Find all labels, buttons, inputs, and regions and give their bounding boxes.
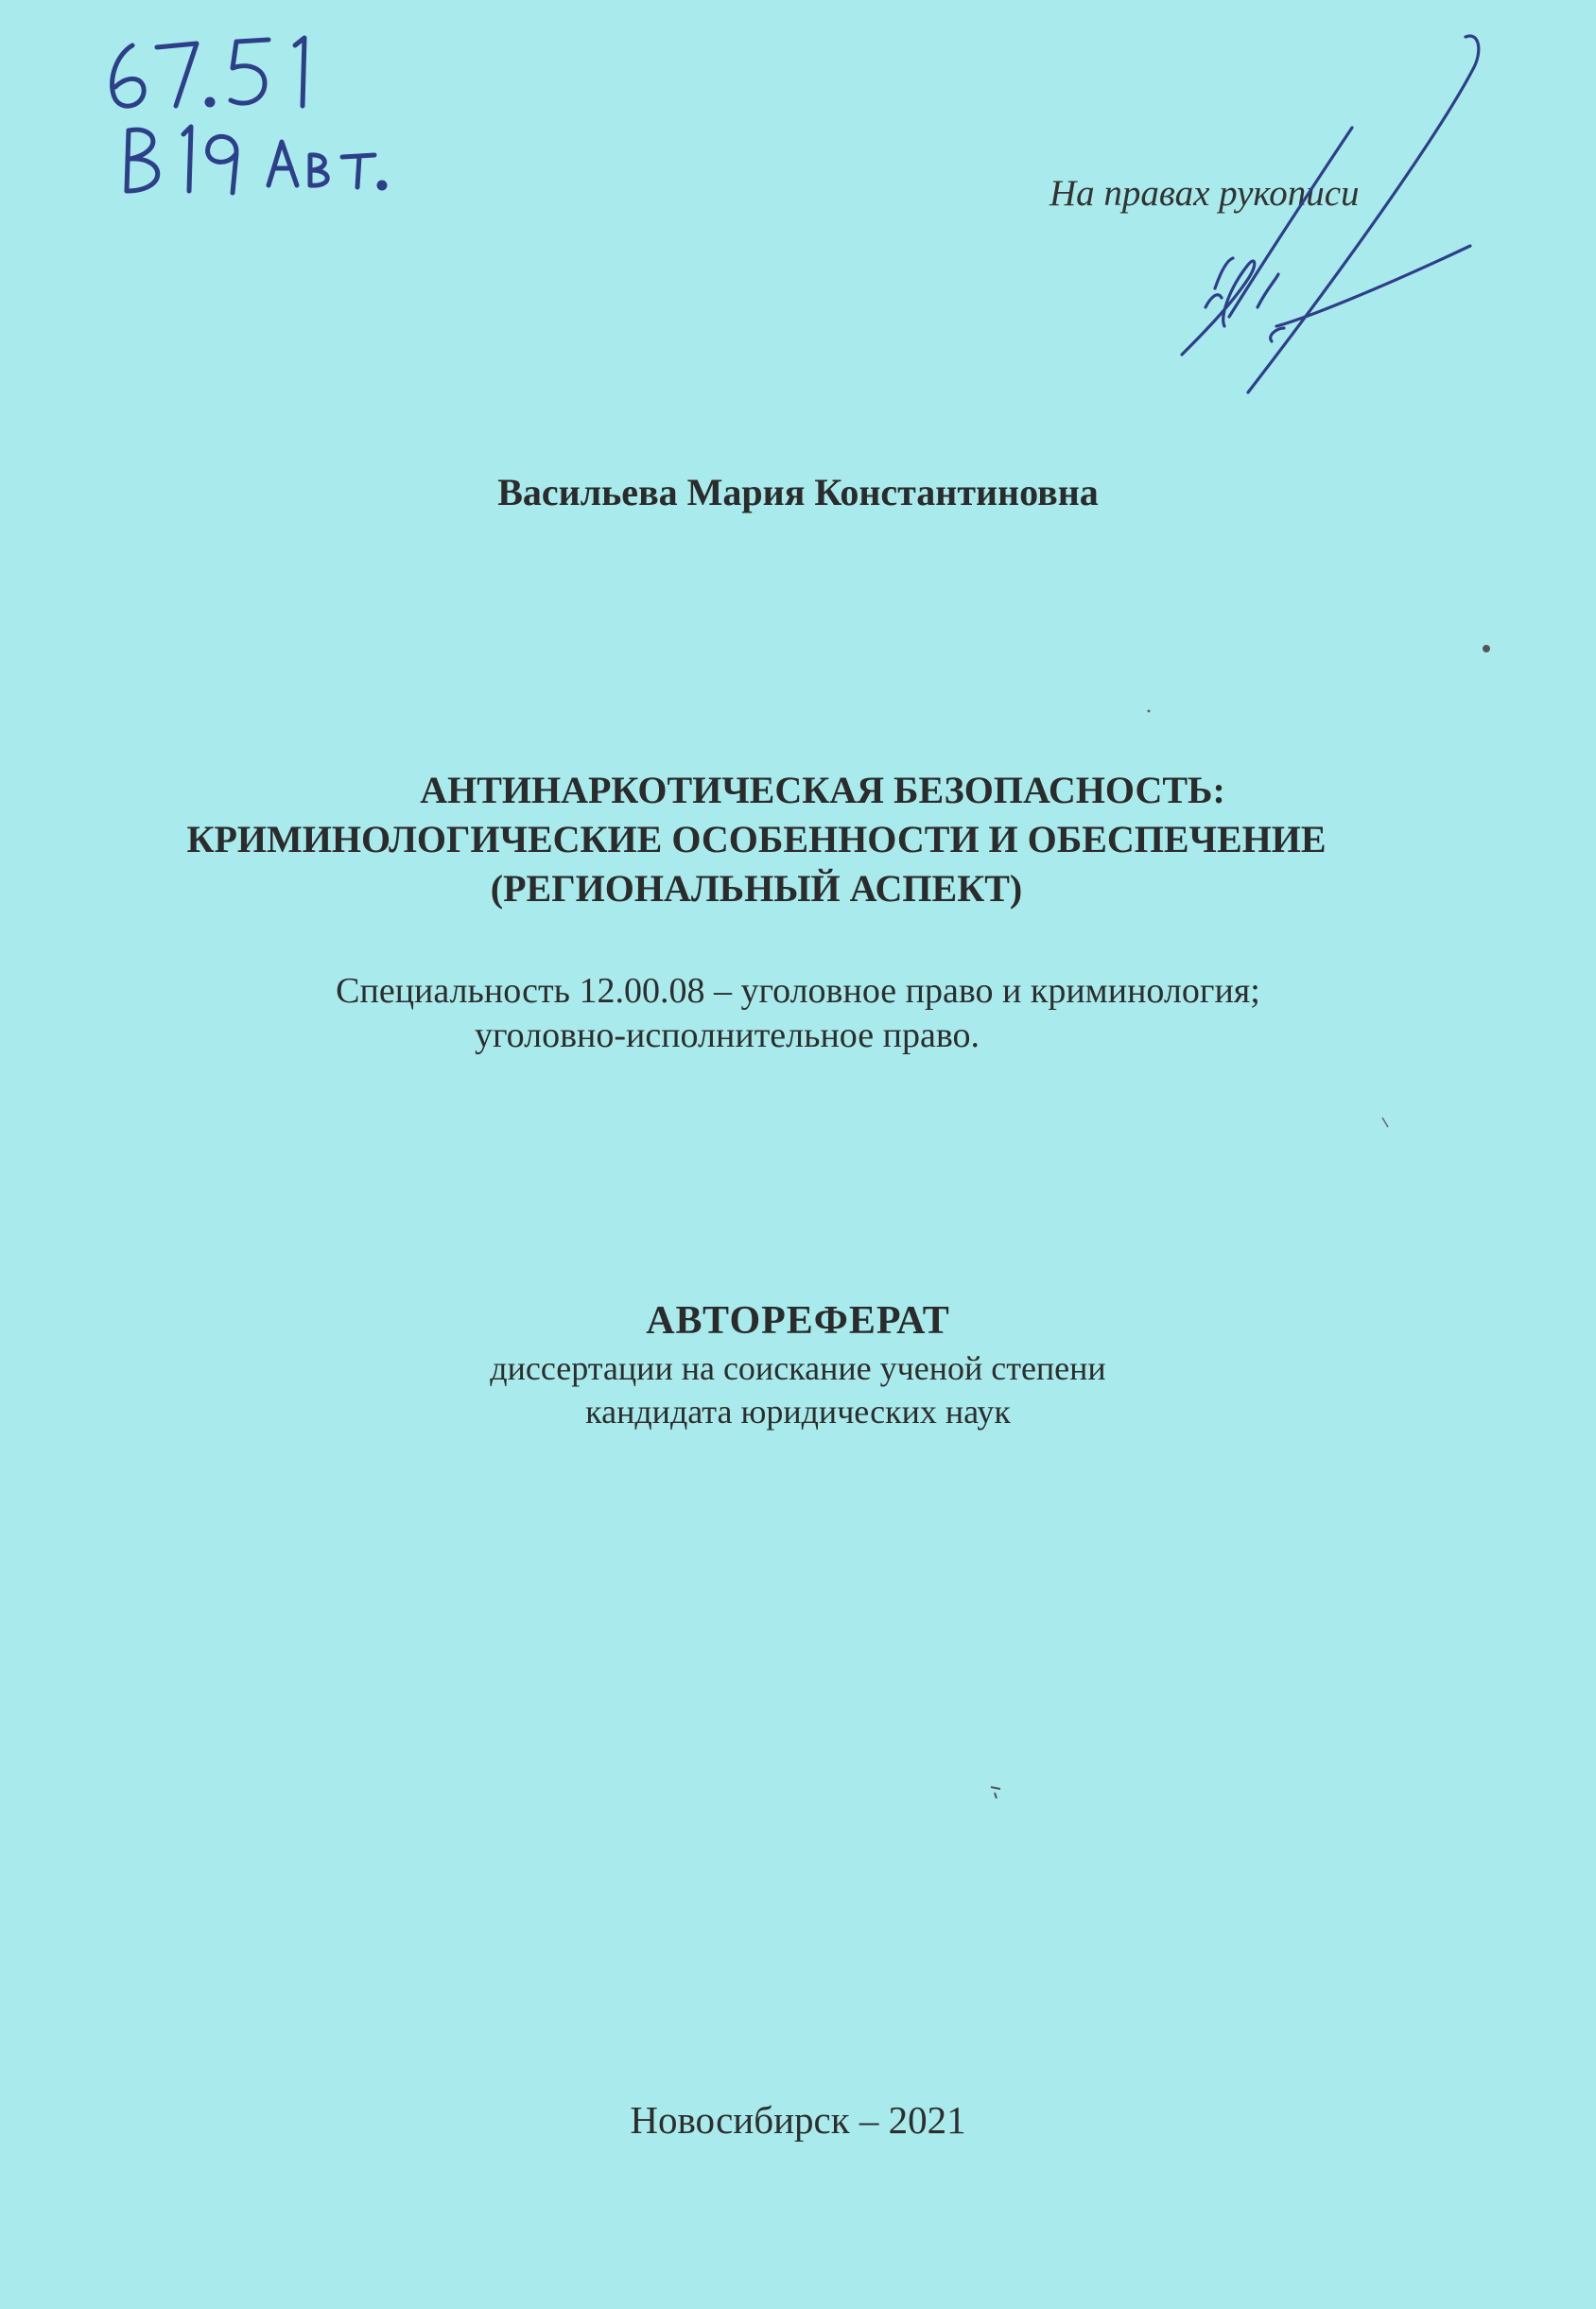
manuscript-rights-note: На правах рукописи bbox=[1050, 173, 1360, 214]
abstract-heading: АВТОРЕФЕРАТ bbox=[646, 1299, 950, 1343]
specialty-line: уголовно-исполнительное право. bbox=[474, 1016, 980, 1055]
city-year: Новосибирск – 2021 bbox=[630, 2098, 966, 2142]
specialty-line: Специальность 12.00.08 – уголовное право и криминология; bbox=[336, 971, 1260, 1011]
author-name: Васильева Мария Константиновна bbox=[497, 471, 1099, 513]
dissertation-title bbox=[0, 766, 1513, 913]
handwritten-signature bbox=[1116, 24, 1494, 411]
speck bbox=[1483, 645, 1490, 652]
abstract-line: диссертации на соискание ученой степени bbox=[490, 1349, 1106, 1387]
title-line: АНТИНАРКОТИЧЕСКАЯ БЕЗОПАСНОСТЬ: bbox=[420, 769, 1225, 811]
signature-drawing bbox=[1116, 24, 1494, 411]
speck bbox=[991, 1787, 1000, 1798]
specialty-block bbox=[0, 969, 1596, 1058]
speck bbox=[1148, 710, 1151, 713]
title-line: КРИМИНОЛОГИЧЕСКИЕ ОСОБЕННОСТИ И ОБЕСПЕЧЕНИЕ bbox=[186, 818, 1327, 860]
abstract-line: кандидата юридических наук bbox=[585, 1393, 1011, 1431]
abstract-description bbox=[0, 1346, 1596, 1433]
shelf-mark-drawing bbox=[95, 19, 435, 199]
speck bbox=[1382, 1118, 1388, 1127]
handwritten-shelf-mark bbox=[95, 19, 435, 199]
title-line: (РЕГИОНАЛЬНЫЙ АСПЕКТ) bbox=[490, 867, 1023, 910]
